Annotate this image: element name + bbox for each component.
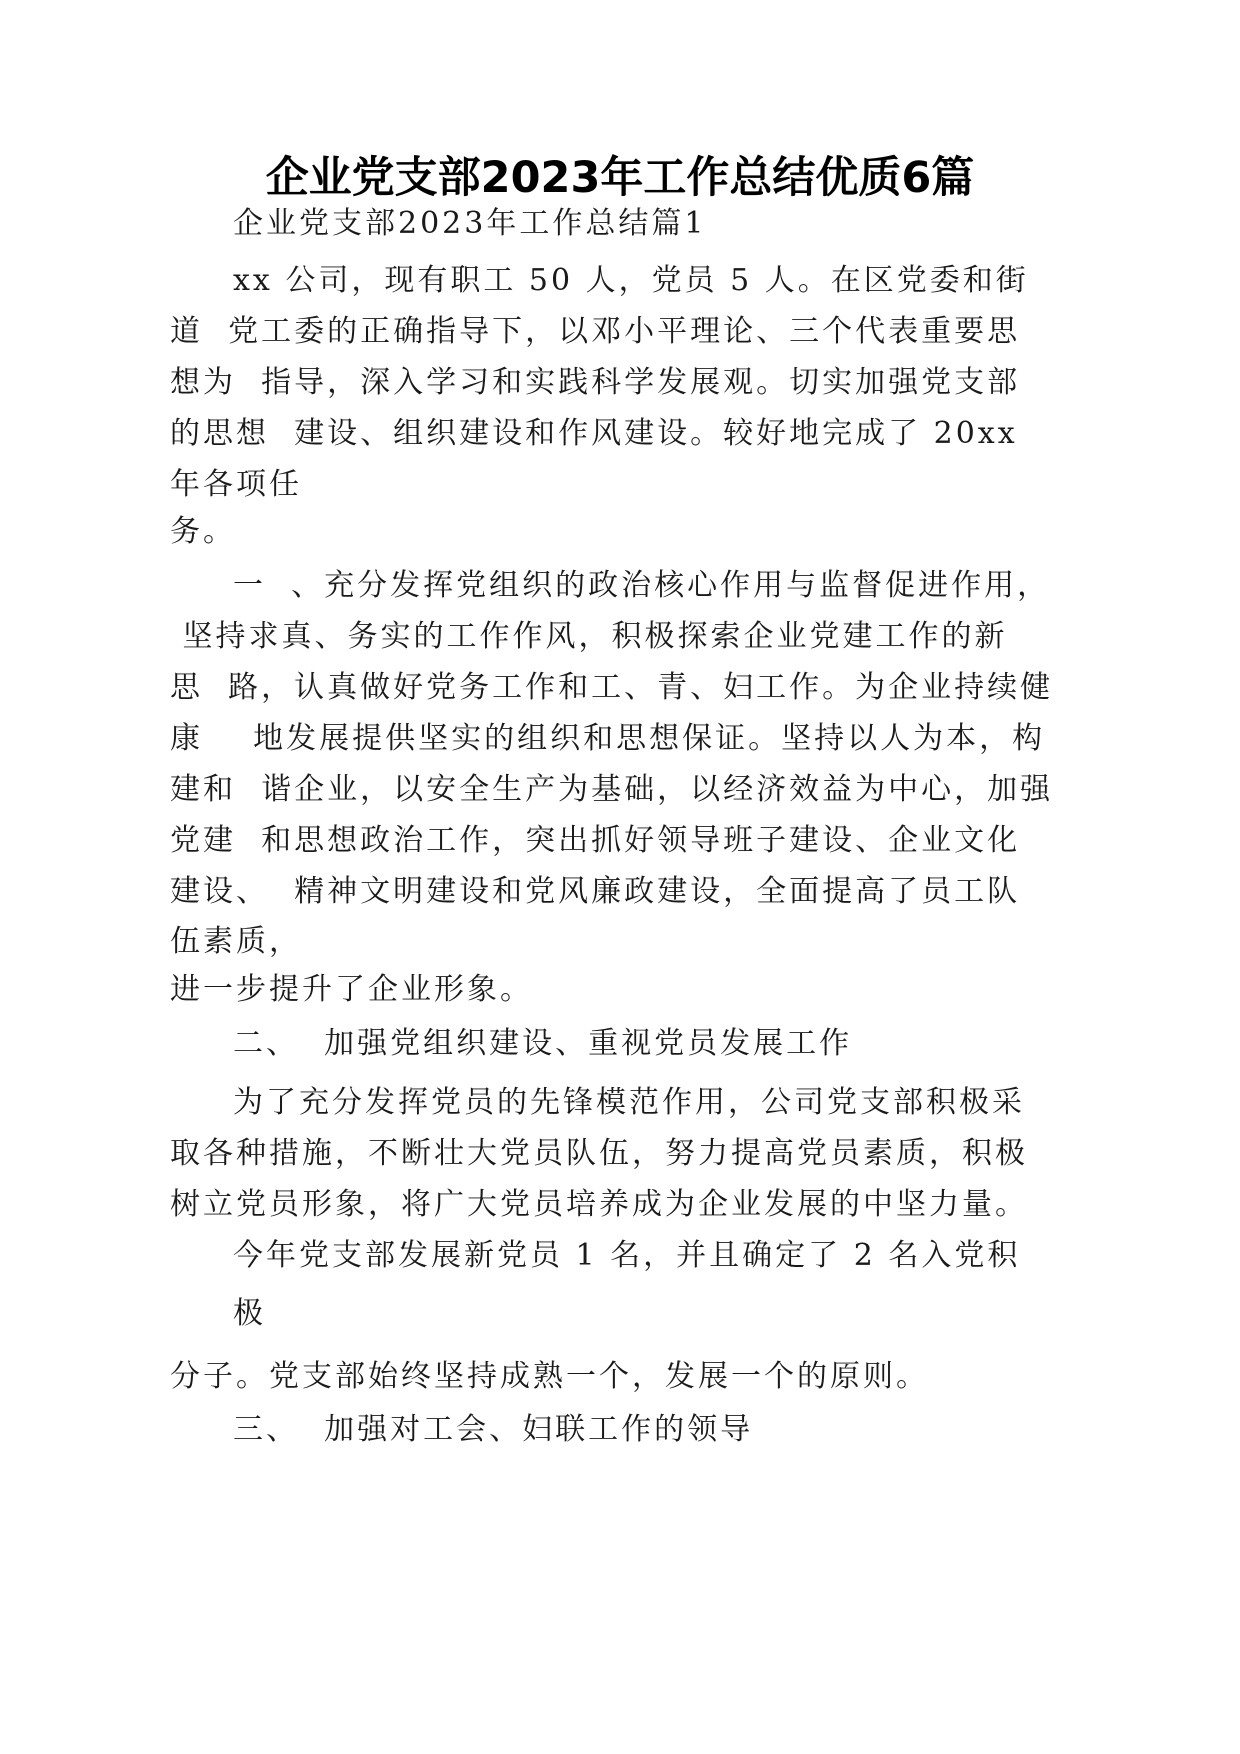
section-heading-1: 企业党支部2023年工作总结篇1 xyxy=(233,206,707,241)
paragraph-line: 取各种措施，不断壮大党员队伍，努力提高党员素质，积极 xyxy=(170,1136,1028,1171)
paragraph-line: 坚持求真、务实的工作作风，积极探索企业党建工作的新 xyxy=(170,619,1008,654)
section-heading-2: 二、 加强党组织建设、重视党员发展工作 xyxy=(233,1026,853,1061)
paragraph-line: 建设、 精神文明建设和党风廉政建设，全面提高了员工队 xyxy=(170,874,1021,909)
paragraph-line: 一 、充分发挥党组织的政治核心作用与监督促进作用， xyxy=(233,568,1051,603)
paragraph-line: 年各项任 xyxy=(170,467,302,502)
paragraph-line: 分子。党支部始终坚持成熟一个，发展一个的原则。 xyxy=(170,1359,929,1394)
paragraph-line: 进一步提升了企业形象。 xyxy=(170,972,533,1007)
paragraph-line: 伍素质， xyxy=(170,924,302,959)
paragraph-line: 建和 谐企业，以安全生产为基础，以经济效益为中心，加强 xyxy=(170,772,1054,807)
paragraph-line: 思 路，认真做好党务工作和工、青、妇工作。为企业持续健 xyxy=(170,670,1054,705)
paragraph-line: 康 地发展提供坚实的组织和思想保证。坚持以人为本，构 xyxy=(170,721,1046,756)
paragraph-line: 党建 和思想政治工作，突出抓好领导班子建设、企业文化 xyxy=(170,823,1021,858)
paragraph-line: xx 公司，现有职工 50 人，党员 5 人。在区党委和街 xyxy=(233,263,1029,298)
paragraph-line: 今年党支部发展新党员 1 名，并且确定了 2 名入党积 xyxy=(233,1238,1021,1273)
paragraph-line: 务。 xyxy=(170,514,236,549)
paragraph-line: 为了充分发挥党员的先锋模范作用，公司党支部积极采 xyxy=(233,1085,1025,1120)
paragraph-line: 道 党工委的正确指导下，以邓小平理论、三个代表重要思 xyxy=(170,314,1021,349)
section-heading-3: 三、 加强对工会、妇联工作的领导 xyxy=(233,1412,754,1447)
paragraph-line: 的思想 建设、组织建设和作风建设。较好地完成了 20xx xyxy=(170,416,1018,451)
paragraph-line: 树立党员形象，将广大党员培养成为企业发展的中坚力量。 xyxy=(170,1187,1028,1222)
document-title: 企业党支部2023年工作总结优质6篇 xyxy=(265,153,975,203)
paragraph-line: 极 xyxy=(233,1296,266,1331)
paragraph-line: 想为 指导，深入学习和实践科学发展观。切实加强党支部 xyxy=(170,365,1021,400)
